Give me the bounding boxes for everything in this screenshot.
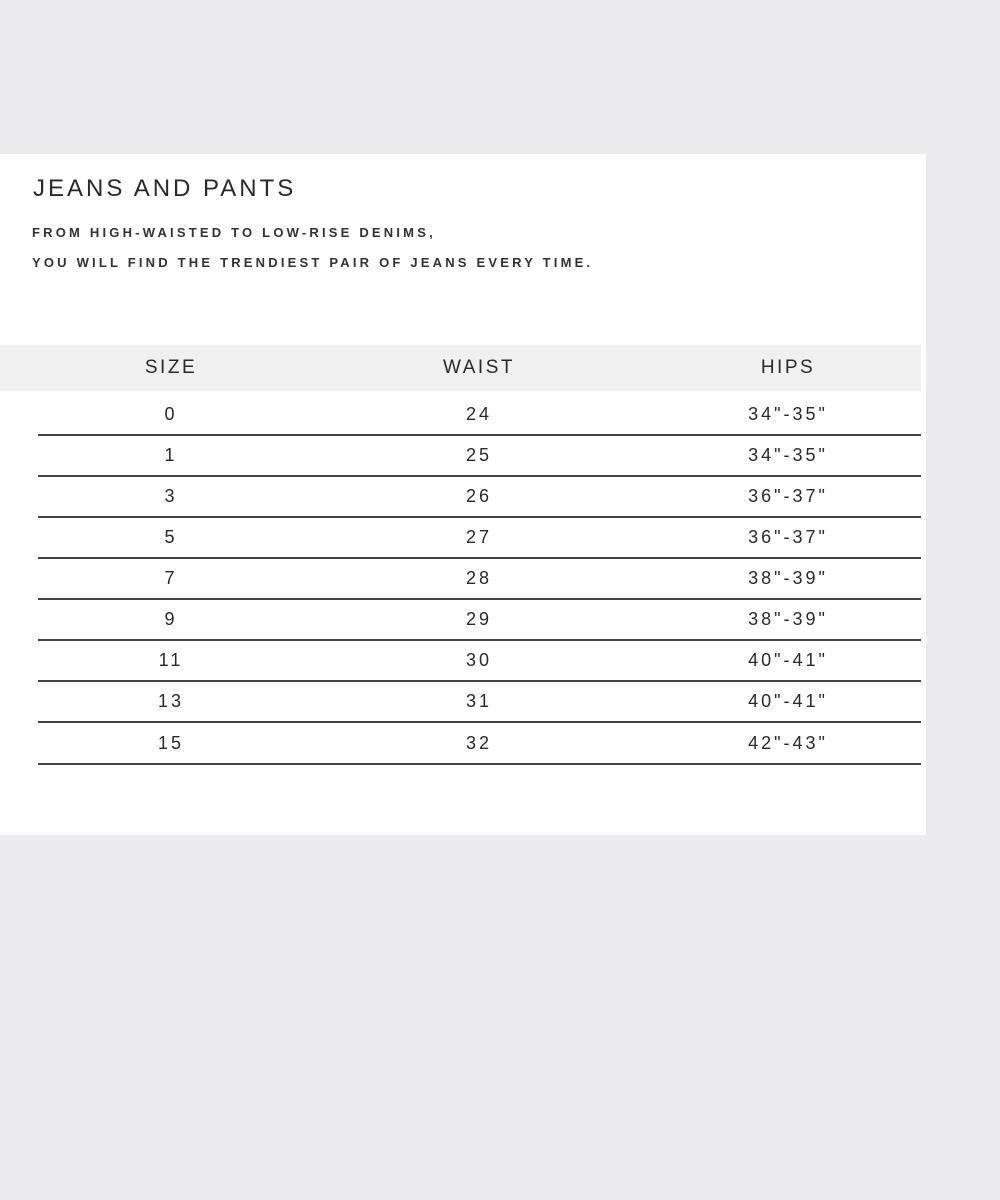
table-row (0, 436, 921, 477)
size-cell: 3 (164, 486, 178, 506)
hips-cell: 38"-39" (748, 568, 828, 588)
size-cell: 13 (157, 691, 185, 711)
waist-cell: 26 (465, 486, 493, 506)
row-divider (38, 763, 921, 765)
header-waist: WAIST (443, 357, 515, 378)
table-row (0, 477, 921, 518)
header-hips: HIPS (760, 357, 816, 378)
hips-cell: 38"-39" (748, 609, 828, 629)
hips-cell: 36"-37" (748, 486, 828, 506)
header-size: SIZE (144, 357, 198, 378)
table-row (0, 395, 921, 436)
size-cell: 0 (164, 404, 178, 424)
size-cell: 7 (164, 568, 178, 588)
hips-cell: 34"-35" (748, 404, 828, 424)
waist-cell: 28 (465, 568, 493, 588)
size-cell: 1 (164, 445, 178, 465)
waist-cell: 29 (465, 609, 493, 629)
size-cell: 5 (164, 527, 178, 547)
table-row (0, 600, 921, 641)
hips-cell: 40"-41" (748, 650, 828, 670)
hips-cell: 42"-43" (748, 733, 828, 753)
waist-cell: 27 (465, 527, 493, 547)
size-cell: 9 (164, 609, 178, 629)
table-row (0, 682, 921, 723)
subtitle-line-2: YOU WILL FIND THE TRENDIEST PAIR OF JEANS EVERY TIME. (32, 255, 594, 270)
table-row (0, 724, 921, 765)
waist-cell: 24 (465, 404, 493, 424)
size-cell: 11 (158, 650, 184, 670)
hips-cell: 36"-37" (748, 527, 828, 547)
waist-cell: 30 (465, 650, 493, 670)
hips-cell: 34"-35" (748, 445, 828, 465)
table-row (0, 518, 921, 559)
table-row (0, 641, 921, 682)
chart-title: JEANS AND PANTS (33, 175, 297, 202)
table-row (0, 559, 921, 600)
waist-cell: 31 (465, 691, 493, 711)
size-cell: 15 (157, 733, 185, 753)
row-divider (38, 721, 921, 723)
subtitle-line-1: FROM HIGH-WAISTED TO LOW-RISE DENIMS, (32, 225, 436, 240)
waist-cell: 25 (465, 445, 493, 465)
table-header (0, 345, 921, 391)
hips-cell: 40"-41" (748, 691, 828, 711)
waist-cell: 32 (465, 733, 493, 753)
